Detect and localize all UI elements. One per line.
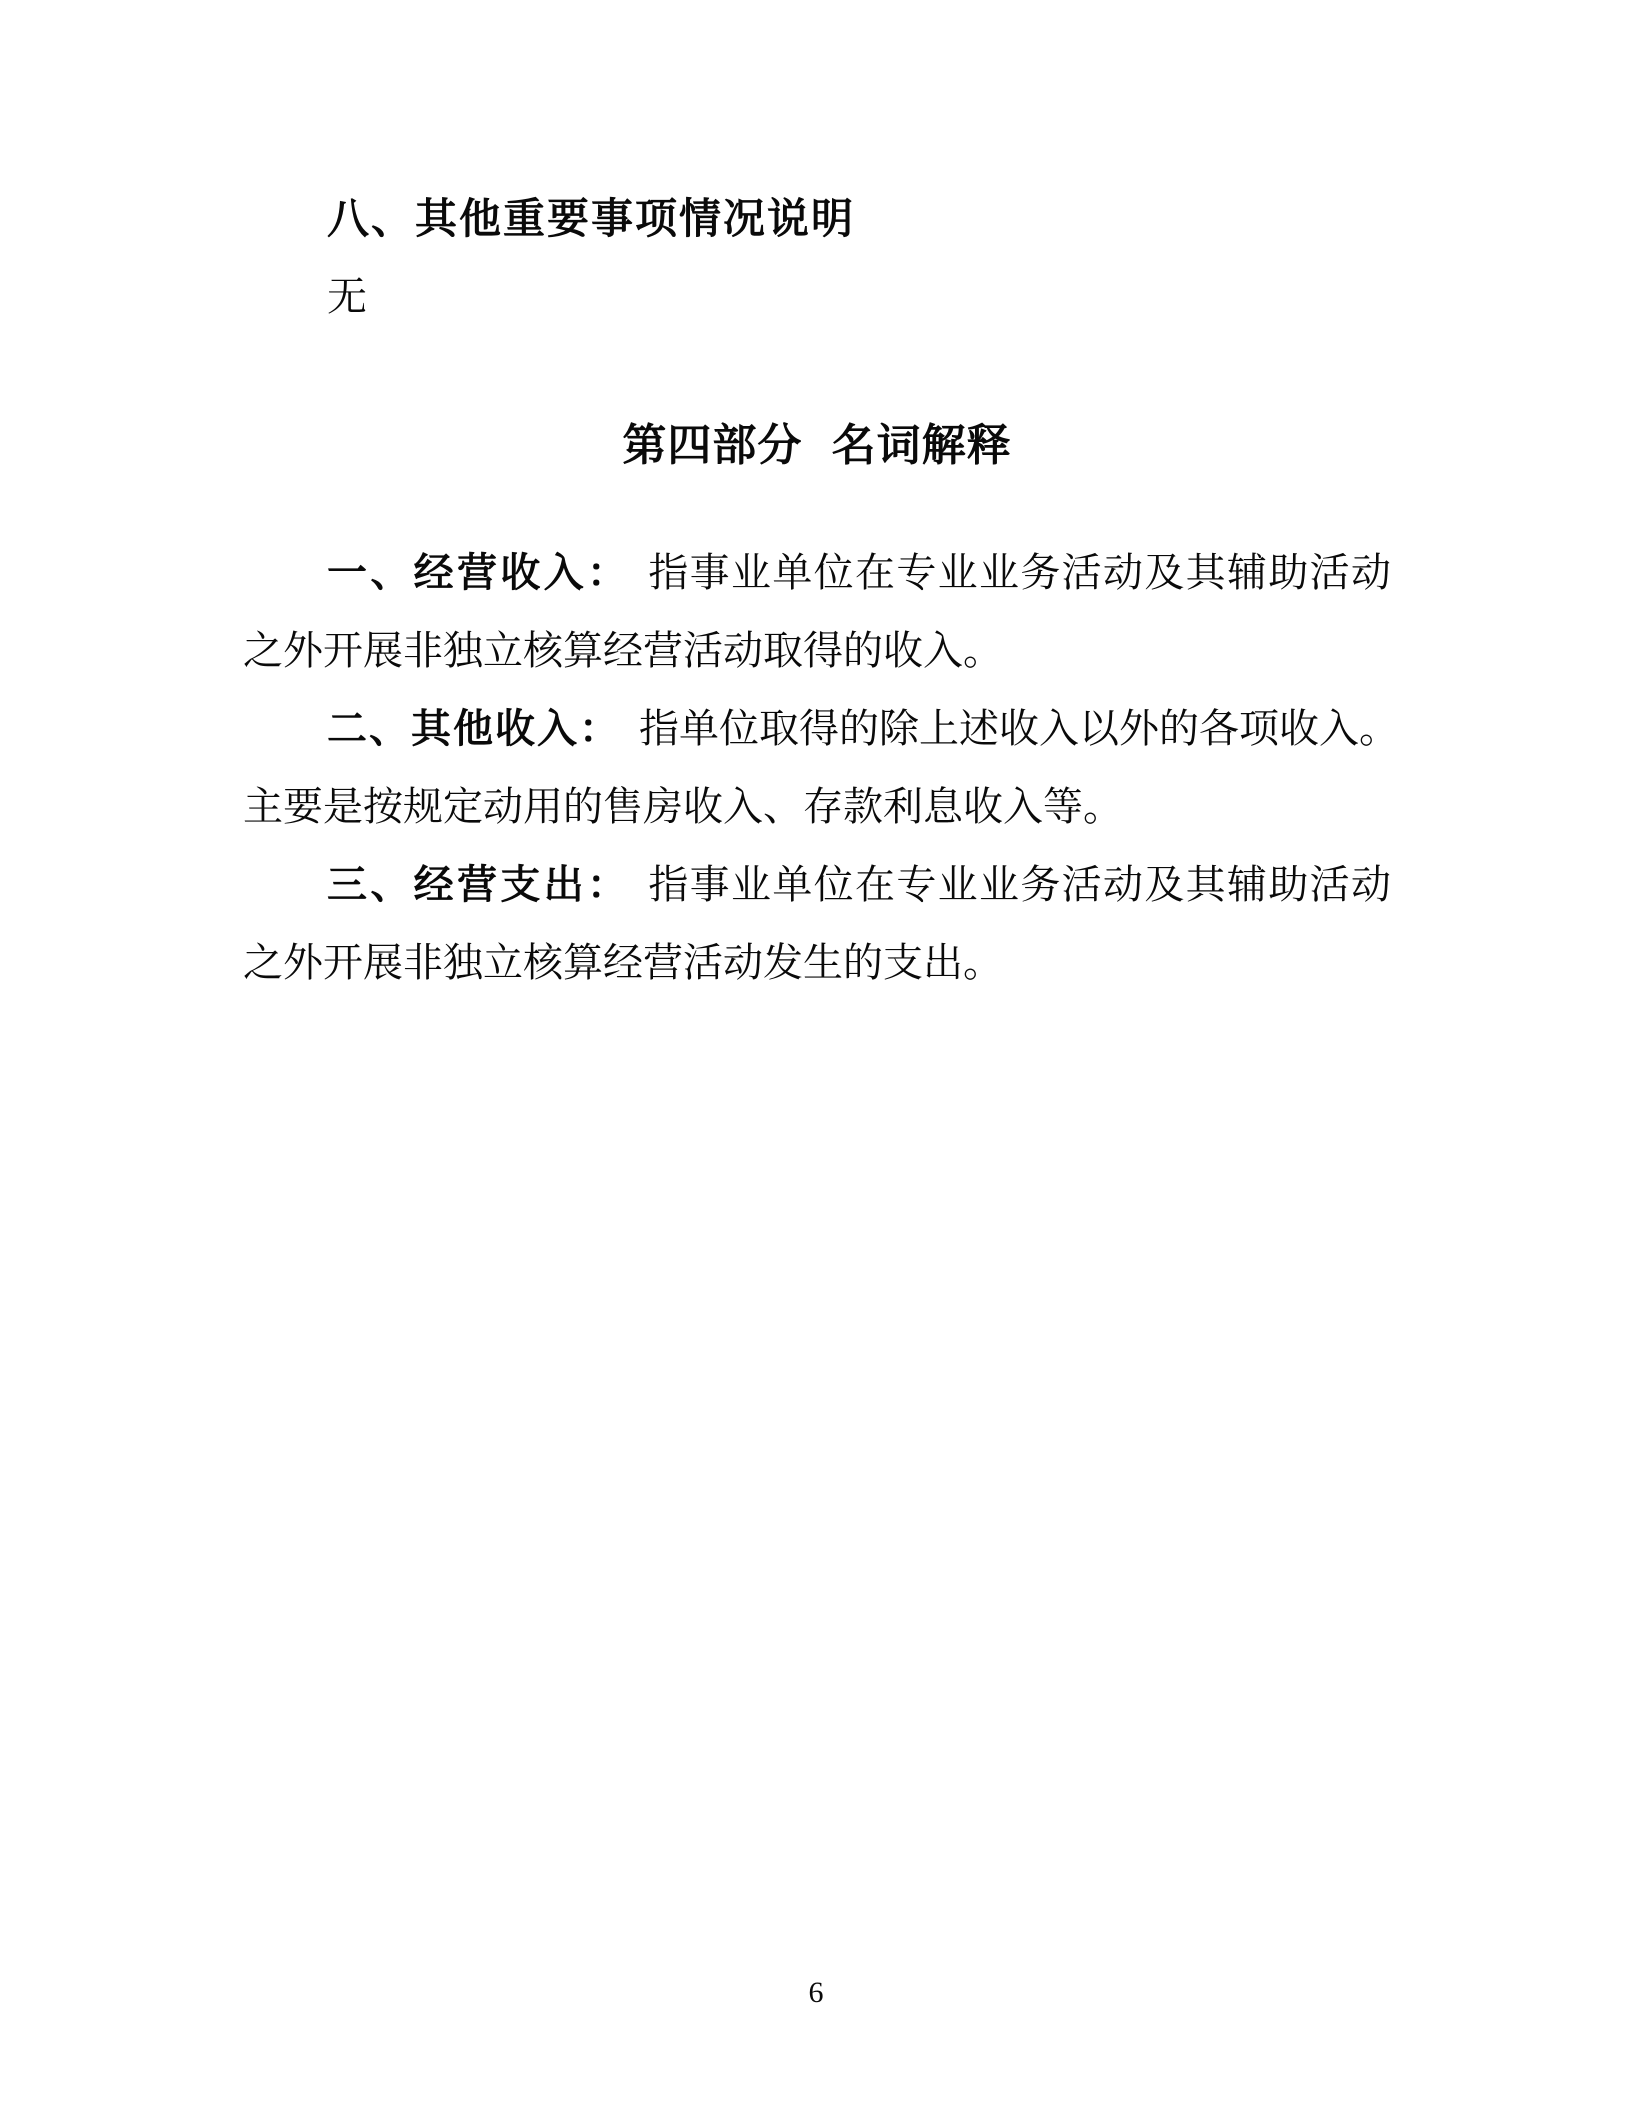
definition-paragraph-operating-income — [243, 534, 1391, 690]
definition-line — [243, 534, 1391, 612]
definition-text: 指事业单位在专业业务活动及其辅助活动 — [648, 550, 1392, 595]
definition-term: 三、经营支出： — [327, 862, 631, 907]
definition-term: 一、经营收入： — [327, 550, 631, 595]
definition-line — [243, 690, 1399, 768]
definition-line: 之外开展非独立核算经营活动取得的收入。 — [243, 628, 1003, 673]
section-8-heading: 八、其他重要事项情况说明 — [327, 195, 856, 242]
definition-term: 二、其他收入： — [327, 706, 621, 751]
definition-text: 指事业单位在专业业务活动及其辅助活动 — [648, 862, 1392, 907]
definition-text: 指单位取得的除上述收入以外的各项收入。 — [639, 706, 1399, 751]
document-body — [243, 180, 1399, 1002]
definition-paragraph-other-income — [243, 690, 1399, 846]
page-number: 6 — [808, 1976, 824, 2009]
definition-line: 主要是按规定动用的售房收入、存款利息收入等。 — [243, 784, 1123, 829]
definition-paragraph-operating-expense — [243, 846, 1391, 1002]
part-4-title: 第四部分 名词解释 — [622, 421, 1012, 470]
definition-line: 之外开展非独立核算经营活动发生的支出。 — [243, 940, 1003, 985]
section-8-content: 无 — [327, 274, 367, 319]
definition-line — [243, 846, 1391, 924]
definitions-list — [243, 534, 1399, 1002]
